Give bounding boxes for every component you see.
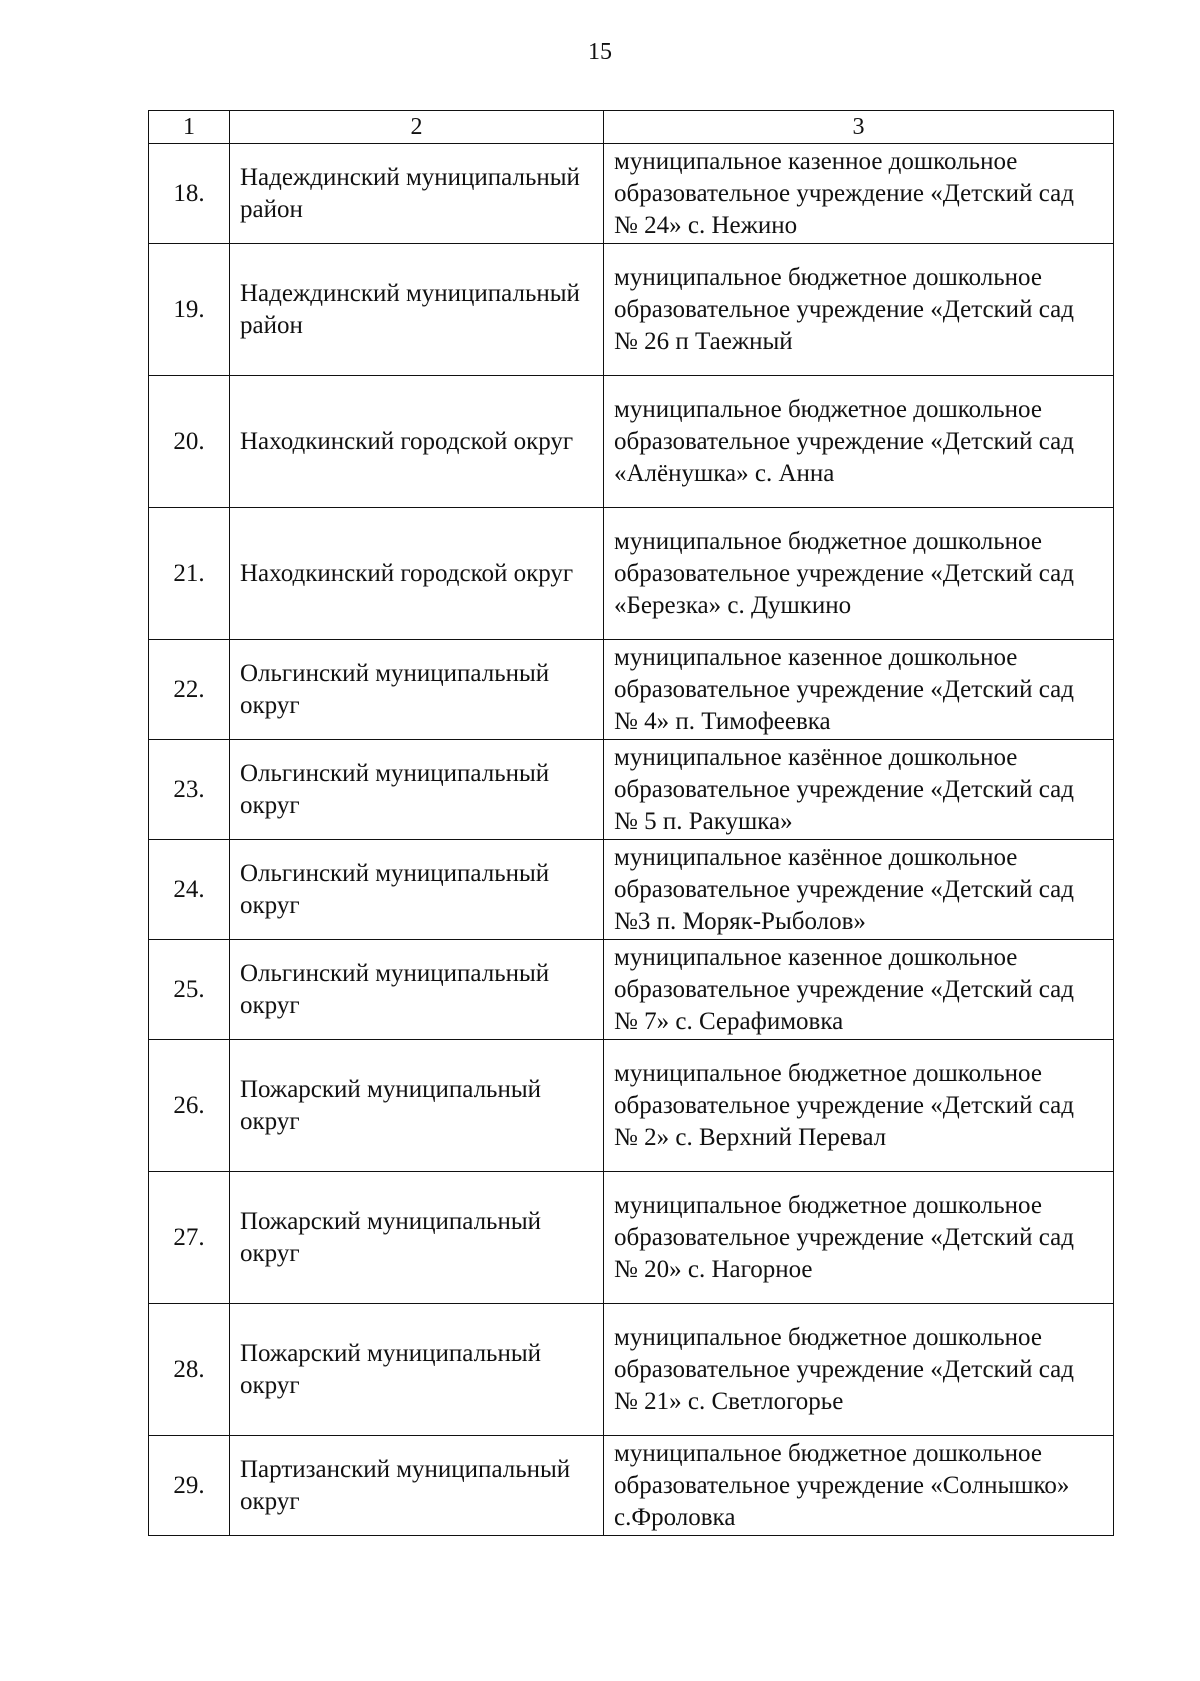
district-cell: Пожарский муниципальный округ xyxy=(230,1304,604,1436)
district-cell: Ольгинский муниципальный округ xyxy=(230,640,604,740)
institution-cell: муниципальное казённое дошкольное образовательное учреждение «Детский сад № 5 п. Ракушка» xyxy=(604,740,1114,840)
institutions-table xyxy=(148,110,1114,1536)
district-cell: Находкинский городской округ xyxy=(230,376,604,508)
row-number: 23. xyxy=(149,740,230,840)
table-row xyxy=(149,640,1114,740)
district-cell: Надеждинский муниципальный район xyxy=(230,144,604,244)
institution-cell: муниципальное бюджетное дошкольное образовательное учреждение «Детский сад № 20» с. Нагорное xyxy=(604,1172,1114,1304)
table-row xyxy=(149,1172,1114,1304)
row-number: 20. xyxy=(149,376,230,508)
column-header: 1 xyxy=(149,111,230,144)
district-cell: Находкинский городской округ xyxy=(230,508,604,640)
table-row xyxy=(149,740,1114,840)
column-header: 2 xyxy=(230,111,604,144)
district-cell: Пожарский муниципальный округ xyxy=(230,1040,604,1172)
table-row xyxy=(149,144,1114,244)
row-number: 18. xyxy=(149,144,230,244)
district-cell: Ольгинский муниципальный округ xyxy=(230,840,604,940)
column-header: 3 xyxy=(604,111,1114,144)
institution-cell: муниципальное бюджетное дошкольное образовательное учреждение «Детский сад «Березка» с. Душкино xyxy=(604,508,1114,640)
row-number: 26. xyxy=(149,1040,230,1172)
table-header-row xyxy=(149,111,1114,144)
table-row xyxy=(149,840,1114,940)
row-number: 22. xyxy=(149,640,230,740)
table-row xyxy=(149,1436,1114,1536)
page-number: 15 xyxy=(588,39,612,65)
district-cell: Ольгинский муниципальный округ xyxy=(230,940,604,1040)
institution-cell: муниципальное казенное дошкольное образовательное учреждение «Детский сад № 4» п. Тимофеевка xyxy=(604,640,1114,740)
row-number: 24. xyxy=(149,840,230,940)
row-number: 28. xyxy=(149,1304,230,1436)
institution-cell: муниципальное казенное дошкольное образовательное учреждение «Детский сад № 7» с. Серафимовка xyxy=(604,940,1114,1040)
district-cell: Ольгинский муниципальный округ xyxy=(230,740,604,840)
table-row xyxy=(149,376,1114,508)
row-number: 21. xyxy=(149,508,230,640)
institution-cell: муниципальное казённое дошкольное образовательное учреждение «Детский сад №3 п. Моряк-Рыболов» xyxy=(604,840,1114,940)
row-number: 19. xyxy=(149,244,230,376)
row-number: 25. xyxy=(149,940,230,1040)
district-cell: Партизанский муниципальный округ xyxy=(230,1436,604,1536)
institution-cell: муниципальное бюджетное дошкольное образовательное учреждение «Детский сад № 26 п Таежный xyxy=(604,244,1114,376)
institution-cell: муниципальное бюджетное дошкольное образовательное учреждение «Солнышко» с.Фроловка xyxy=(604,1436,1114,1536)
institution-cell: муниципальное казенное дошкольное образовательное учреждение «Детский сад № 24» с. Нежино xyxy=(604,144,1114,244)
table-row xyxy=(149,508,1114,640)
institution-cell: муниципальное бюджетное дошкольное образовательное учреждение «Детский сад № 2» с. Верхний Перевал xyxy=(604,1040,1114,1172)
district-cell: Пожарский муниципальный округ xyxy=(230,1172,604,1304)
table-row xyxy=(149,1304,1114,1436)
district-cell: Надеждинский муниципальный район xyxy=(230,244,604,376)
table-row xyxy=(149,244,1114,376)
row-number: 27. xyxy=(149,1172,230,1304)
table-row xyxy=(149,940,1114,1040)
institution-cell: муниципальное бюджетное дошкольное образовательное учреждение «Детский сад № 21» с. Светлогорье xyxy=(604,1304,1114,1436)
row-number: 29. xyxy=(149,1436,230,1536)
table-row xyxy=(149,1040,1114,1172)
institution-cell: муниципальное бюджетное дошкольное образовательное учреждение «Детский сад «Алёнушка» с. Анна xyxy=(604,376,1114,508)
